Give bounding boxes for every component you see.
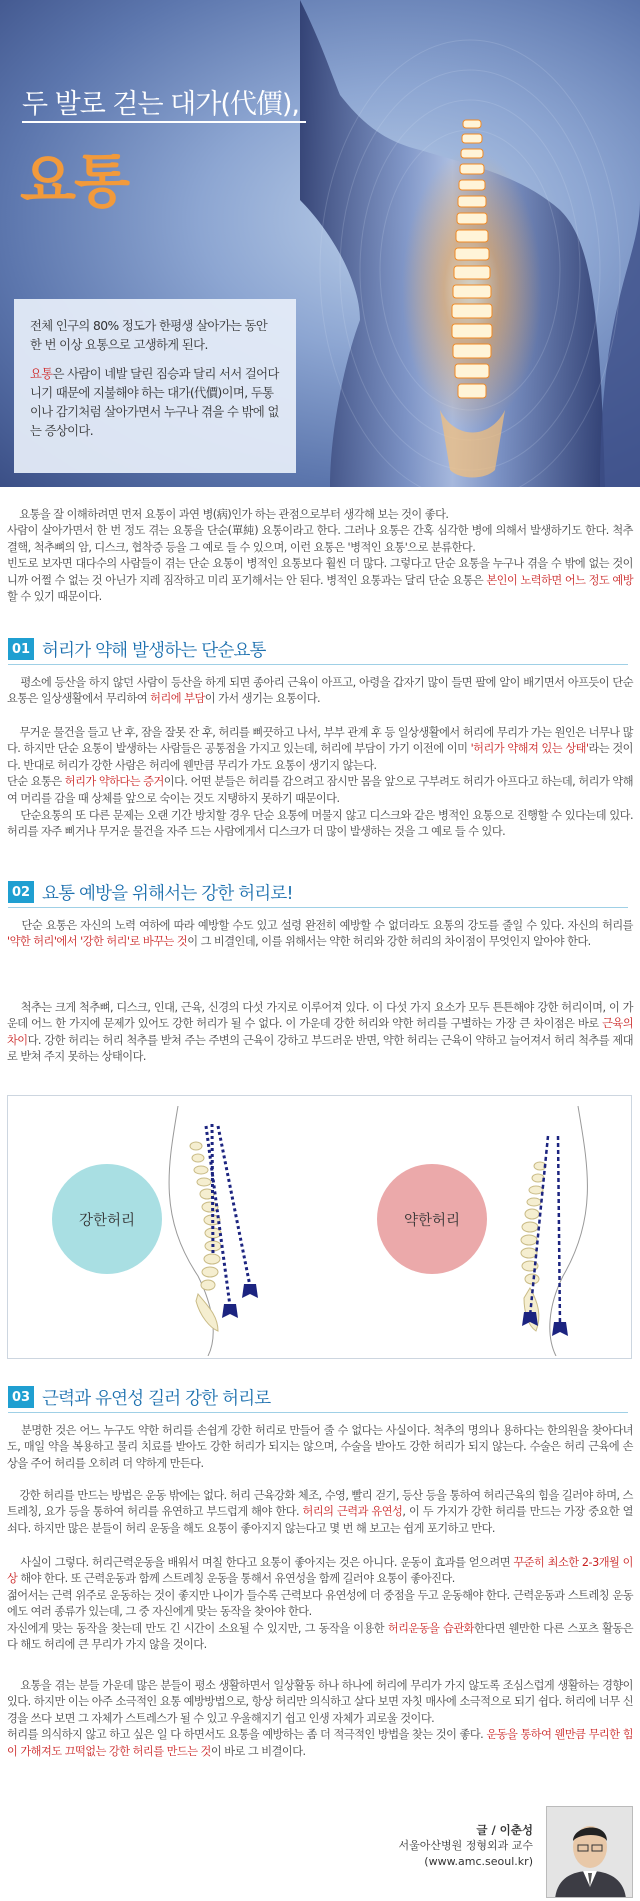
s3-p4-highlight: 운동을 통하여 웬만큼 무리한 힘이 가해져도 끄떡없는 강한 허리를 만드는 것: [7, 1728, 634, 1758]
section-03-para-4: [7, 1678, 633, 1760]
section-01-heading: [8, 635, 266, 663]
s3-p3-text: 사실이 그렇다. 허리근력운동을 배워서 며칠 한다고 요통이 좋아지는 것은 아니다. 운동이 효과를 얻으려면: [20, 1556, 514, 1569]
hero-intro-para-1: 전체 인구의 80% 정도가 한평생 살아가는 동안 한 번 이상 요통으로 고생하게 된다.: [30, 319, 268, 352]
s2-p1-end: 이 그 비결인데, 이를 위해서는 약한 허리와 강한 허리의 차이점이 무엇인지 알아야 한다.: [187, 935, 591, 949]
s1-p2-text: 무거운 물건을 들고 난 후, 잠을 잘못 잔 후, 허리를 삐끗하고 나서, 부부 관계 후 등 일상생활에서 허리에 무리가 가는 원인은 너무나 많다. 하지만 단순 요통이 발생하는 사람들은 공통점을 가지고 있는데, 허리에 부담이 가기 이전에 이미: [7, 726, 633, 756]
s3-p4-second: 허리를 의식하지 않고 하고 싶은 일 다 하면서도 요통을 예방하는 좀 더 적극적인 방법을 찾는 것이 좋다.: [7, 1728, 487, 1742]
section-02-number: 02: [8, 881, 34, 903]
section-02-heading: [8, 878, 293, 906]
s1-p1-highlight: 허리에 부담: [150, 692, 205, 706]
author-url: (www.amc.seoul.kr): [424, 1855, 533, 1868]
section-03-heading: [8, 1383, 270, 1411]
s3-p3-end: 해야 한다. 또 근력운동과 함께 스트레칭 운동을 통해서 유연성을 함께 길러야 요통이 좋아진다.: [17, 1572, 455, 1586]
author-affiliation: 서울아산병원 정형외과 교수: [398, 1839, 533, 1852]
strong-back-circle: 강한허리: [52, 1164, 162, 1274]
s1-p1-end: 이 가서 생기는 요통이다.: [204, 692, 321, 706]
s1-p2-end: 라는 것이다. 반대로 허리가 강한 사람은 허리에 웬만큼 무리가 가도 요통이 생기지 않는다.: [7, 742, 633, 772]
hero-intro-para-2: [30, 365, 280, 441]
weak-back-circle: 약한허리: [377, 1164, 487, 1274]
intro-line-2: 사람이 살아가면서 한 번 정도 겪는 요통을 단순(單純) 요통이라고 한다. 그러나 요통은 간혹 심각한 병에 의해서 발생하기도 한다. 척추결핵, 척추뼈의 암, 디스크, 협착증 등을 그 예로 들 수 있으며, 이런 요통은 '병적인 요통'으로 분류한다.: [7, 524, 633, 554]
hero-banner: [0, 0, 640, 487]
s3-p3-third: 자신에게 맞는 동작을 찾는데 만도 긴 시간이 소요될 수 있지만, 그 동작을 이용한: [7, 1621, 388, 1635]
section-01-number: 01: [8, 638, 34, 660]
section-01-para-1: [7, 675, 633, 708]
section-02-para-1: [7, 918, 633, 951]
author-photo: [546, 1806, 633, 1898]
intro-line-3: 빈도로 보자면 대다수의 사람들이 겪는 단순 요통이 병적인 요통보다 훨씬 더 많다. 그렇다고 단순 요통을 누구나 겪을 수 밖에 없는 것이니까 어쩔 수 없는 것 아닌가 지레 짐작하고 미리 포기해서는 안 된다. 병적인 요통과는 달리 단순 요통은: [7, 557, 633, 587]
s1-p2-highlight-2: 허리가 약하다는 증거: [64, 775, 164, 789]
section-02-divider: [8, 907, 628, 908]
section-01-para-3: [7, 808, 633, 841]
s3-p2-highlight: 허리의 근력과 유연성: [302, 1505, 403, 1519]
intro-line-3-end: 할 수 있기 때문이다.: [7, 590, 102, 604]
s2-p2-text: 척추는 크게 척추뼈, 디스크, 인대, 근육, 신경의 다섯 가지로 이루어져 있다. 이 다섯 가지 요소가 모두 튼튼해야 강한 허리이며, 이 가운데 어느 한 가지에 문제가 있어도 강한 허리가 될 수 없다. 이 가운데 강한 허리와 약한 허리를 구별하는 가장 큰 차이점은 바로: [7, 1001, 633, 1031]
s3-p3-highlight: 꾸준히 최소한 2-3개월 이상: [7, 1556, 633, 1586]
section-03-para-1: [7, 1423, 633, 1472]
s2-p2-highlight: 근육의 차이: [7, 1017, 633, 1047]
s3-p2-text: 강한 허리를 만드는 방법은 운동 밖에는 없다. 허리 근육강화 체조, 수영, 빨리 걷기, 등산 등을 통하여 허리근육의 힘을 길러야 하며, 스트레칭, 요가 등을 통하여 허리를 유연하고 부드럽게 해야 한다.: [7, 1489, 633, 1519]
hero-subject: 요통: [20, 147, 129, 215]
hero-intro-box: [14, 299, 296, 473]
s2-p1-highlight: '약한 허리'에서 '강한 허리'로 바꾸는 것: [7, 935, 188, 949]
s3-p3-third-end: 한다면 웬만한 다른 스포츠 활동은 다 해도 허리에 큰 무리가 가지 않을 것이다.: [7, 1621, 634, 1652]
section-03-number: 03: [8, 1386, 34, 1408]
section-03-divider: [8, 1412, 628, 1413]
section-03-para-2: [7, 1488, 633, 1537]
section-01-para-2: [7, 725, 633, 807]
section-02-para-2: [7, 1000, 633, 1066]
section-03-title: 근력과 유연성 길러 강한 허리로: [42, 1388, 271, 1409]
s3-p3-second: 젊어서는 근력 위주로 운동하는 것이 좋지만 나이가 들수록 근력보다 유연성에 더 중점을 두고 운동해야 한다. 근력운동과 스트레칭 운동에도 여러 종류가 있는데, 그 중 자신에게 맞는 동작을 찾아야 한다.: [7, 1588, 633, 1619]
author-name: 글 / 이춘성: [476, 1823, 533, 1837]
hero-intro-para-2-text: 은 사람이 네발 달린 짐승과 달리 서서 걸어다니기 때문에 지불해야 하는 대가(代價)이며, 두통이나 감기처럼 살아가면서 누구나 겪을 수 밖에 없는 증상이다.: [30, 367, 279, 438]
s3-p2-end: , 이 두 가지가 강한 허리를 만드는 가장 중요한 열쇠다. 하지만 많은 분들이 허리 운동을 해도 요통이 좋아지지 않는다고 몇 번 해 보고는 쉽게 포기하고 만다.: [7, 1505, 633, 1535]
s1-p1-text: 평소에 등산을 하지 않던 사람이 등산을 하게 되면 종아리 근육이 아프고, 아령을 갑자기 많이 들면 팔에 알이 배기면서 아프듯이 단순 요통은 일상생활에서 무리하여: [7, 676, 634, 706]
section-01-title: 허리가 약해 발생하는 단순요통: [42, 640, 266, 661]
s3-p4-text: 요통을 겪는 분들 가운데 많은 분들이 평소 생활하면서 일상활동 하나 하나에 허리에 무리가 가지 않도록 조심스럽게 생활하는 경향이 있다. 하지만 이는 아주 소극적인 요통 예방방법으로, 항상 허리만 의식하고 살다 보면 자칫 매사에 소극적으로 되기 쉽다. 허리에 너무 신경을 쓰다 보면 그 자체가 스트레스가 될 수 있고 우울해지기 쉽고 인생 자체가 괴로울 것이다.: [7, 1679, 633, 1725]
s2-p2-end: 다. 강한 허리는 허리 척추를 받쳐 주는 주변의 근육이 강하고 부드러운 반면, 약한 허리는 근육이 약하고 늘어져서 허리 척추를 제대로 받쳐 주지 못하는 상태이다.: [7, 1033, 633, 1064]
s1-p3-text: 단순요통의 또 다른 문제는 오랜 기간 방치할 경우 단순 요통에 머물지 않고 디스크와 같은 병적인 요통으로 진행할 수 있다는데 있다. 허리를 자주 삐거나 무거운 물건을 자주 드는 사람에게서 디스크가 더 많이 발생하는 것을 그 예로 들 수 있다.: [7, 809, 634, 839]
s3-p3-highlight-2: 허리운동을 습관화: [387, 1621, 474, 1635]
intro-highlight: 본인이 노력하면 어느 정도 예방: [486, 573, 634, 587]
author-portrait-icon: [547, 1807, 633, 1898]
intro-line-1: 요통을 잘 이해하려면 먼저 요통이 과연 병(病)인가 하는 관점으로부터 생각해 보는 것이 좋다.: [19, 508, 449, 521]
s1-p2-highlight: '허리가 약해져 있는 상태': [470, 742, 589, 756]
s1-p2-second: 단순 요통은: [7, 775, 65, 789]
s3-p4-end: 이 바로 그 비결이다.: [210, 1744, 306, 1758]
weak-back-illustration: [468, 1106, 618, 1356]
hero-intro-em: 요통: [30, 367, 53, 381]
author-credit: [398, 1822, 533, 1870]
intro-text: [7, 507, 633, 605]
s3-p1-text: 분명한 것은 어느 누구도 약한 허리를 손쉽게 강한 허리로 만들어 줄 수 없다는 사실이다. 척추의 명의나 용하다는 한의원을 찾아다녀도, 매일 약을 복용하고 물리 치료를 받아도 강한 허리가 되지는 않으며, 수술을 받아도 강한 허리가 되지 않는다. 수술은 허리 근육에 손상을 주어 허리를 오히려 더 약하게 만든다.: [7, 1424, 633, 1470]
hero-title: 두 발로 걷는 대가(代價),: [22, 89, 299, 120]
section-02-title: 요통 예방을 위해서는 강한 허리로!: [42, 883, 293, 904]
strong-weak-back-figure: [7, 1095, 632, 1359]
s1-p2-second-end: 이다. 어떤 분들은 허리를 감으려고 잠시만 몸을 앞으로 구부려도 허리가 아프다고 하는데, 허리가 약해여 머리를 감을 때 상체를 앞으로 숙이는 것도 지탱하지 못하기 때문이다.: [7, 775, 633, 805]
section-01-divider: [8, 664, 628, 665]
s2-p1-text: 단순 요통은 자신의 노력 여하에 따라 예방할 수도 있고 설령 완전히 예방할 수 없더라도 요통의 강도를 줄일 수 있다. 자신의 허리를: [21, 919, 633, 932]
strong-back-illustration: [158, 1106, 308, 1356]
section-03-para-3: [7, 1555, 633, 1653]
hero-title-underline: [22, 121, 306, 123]
